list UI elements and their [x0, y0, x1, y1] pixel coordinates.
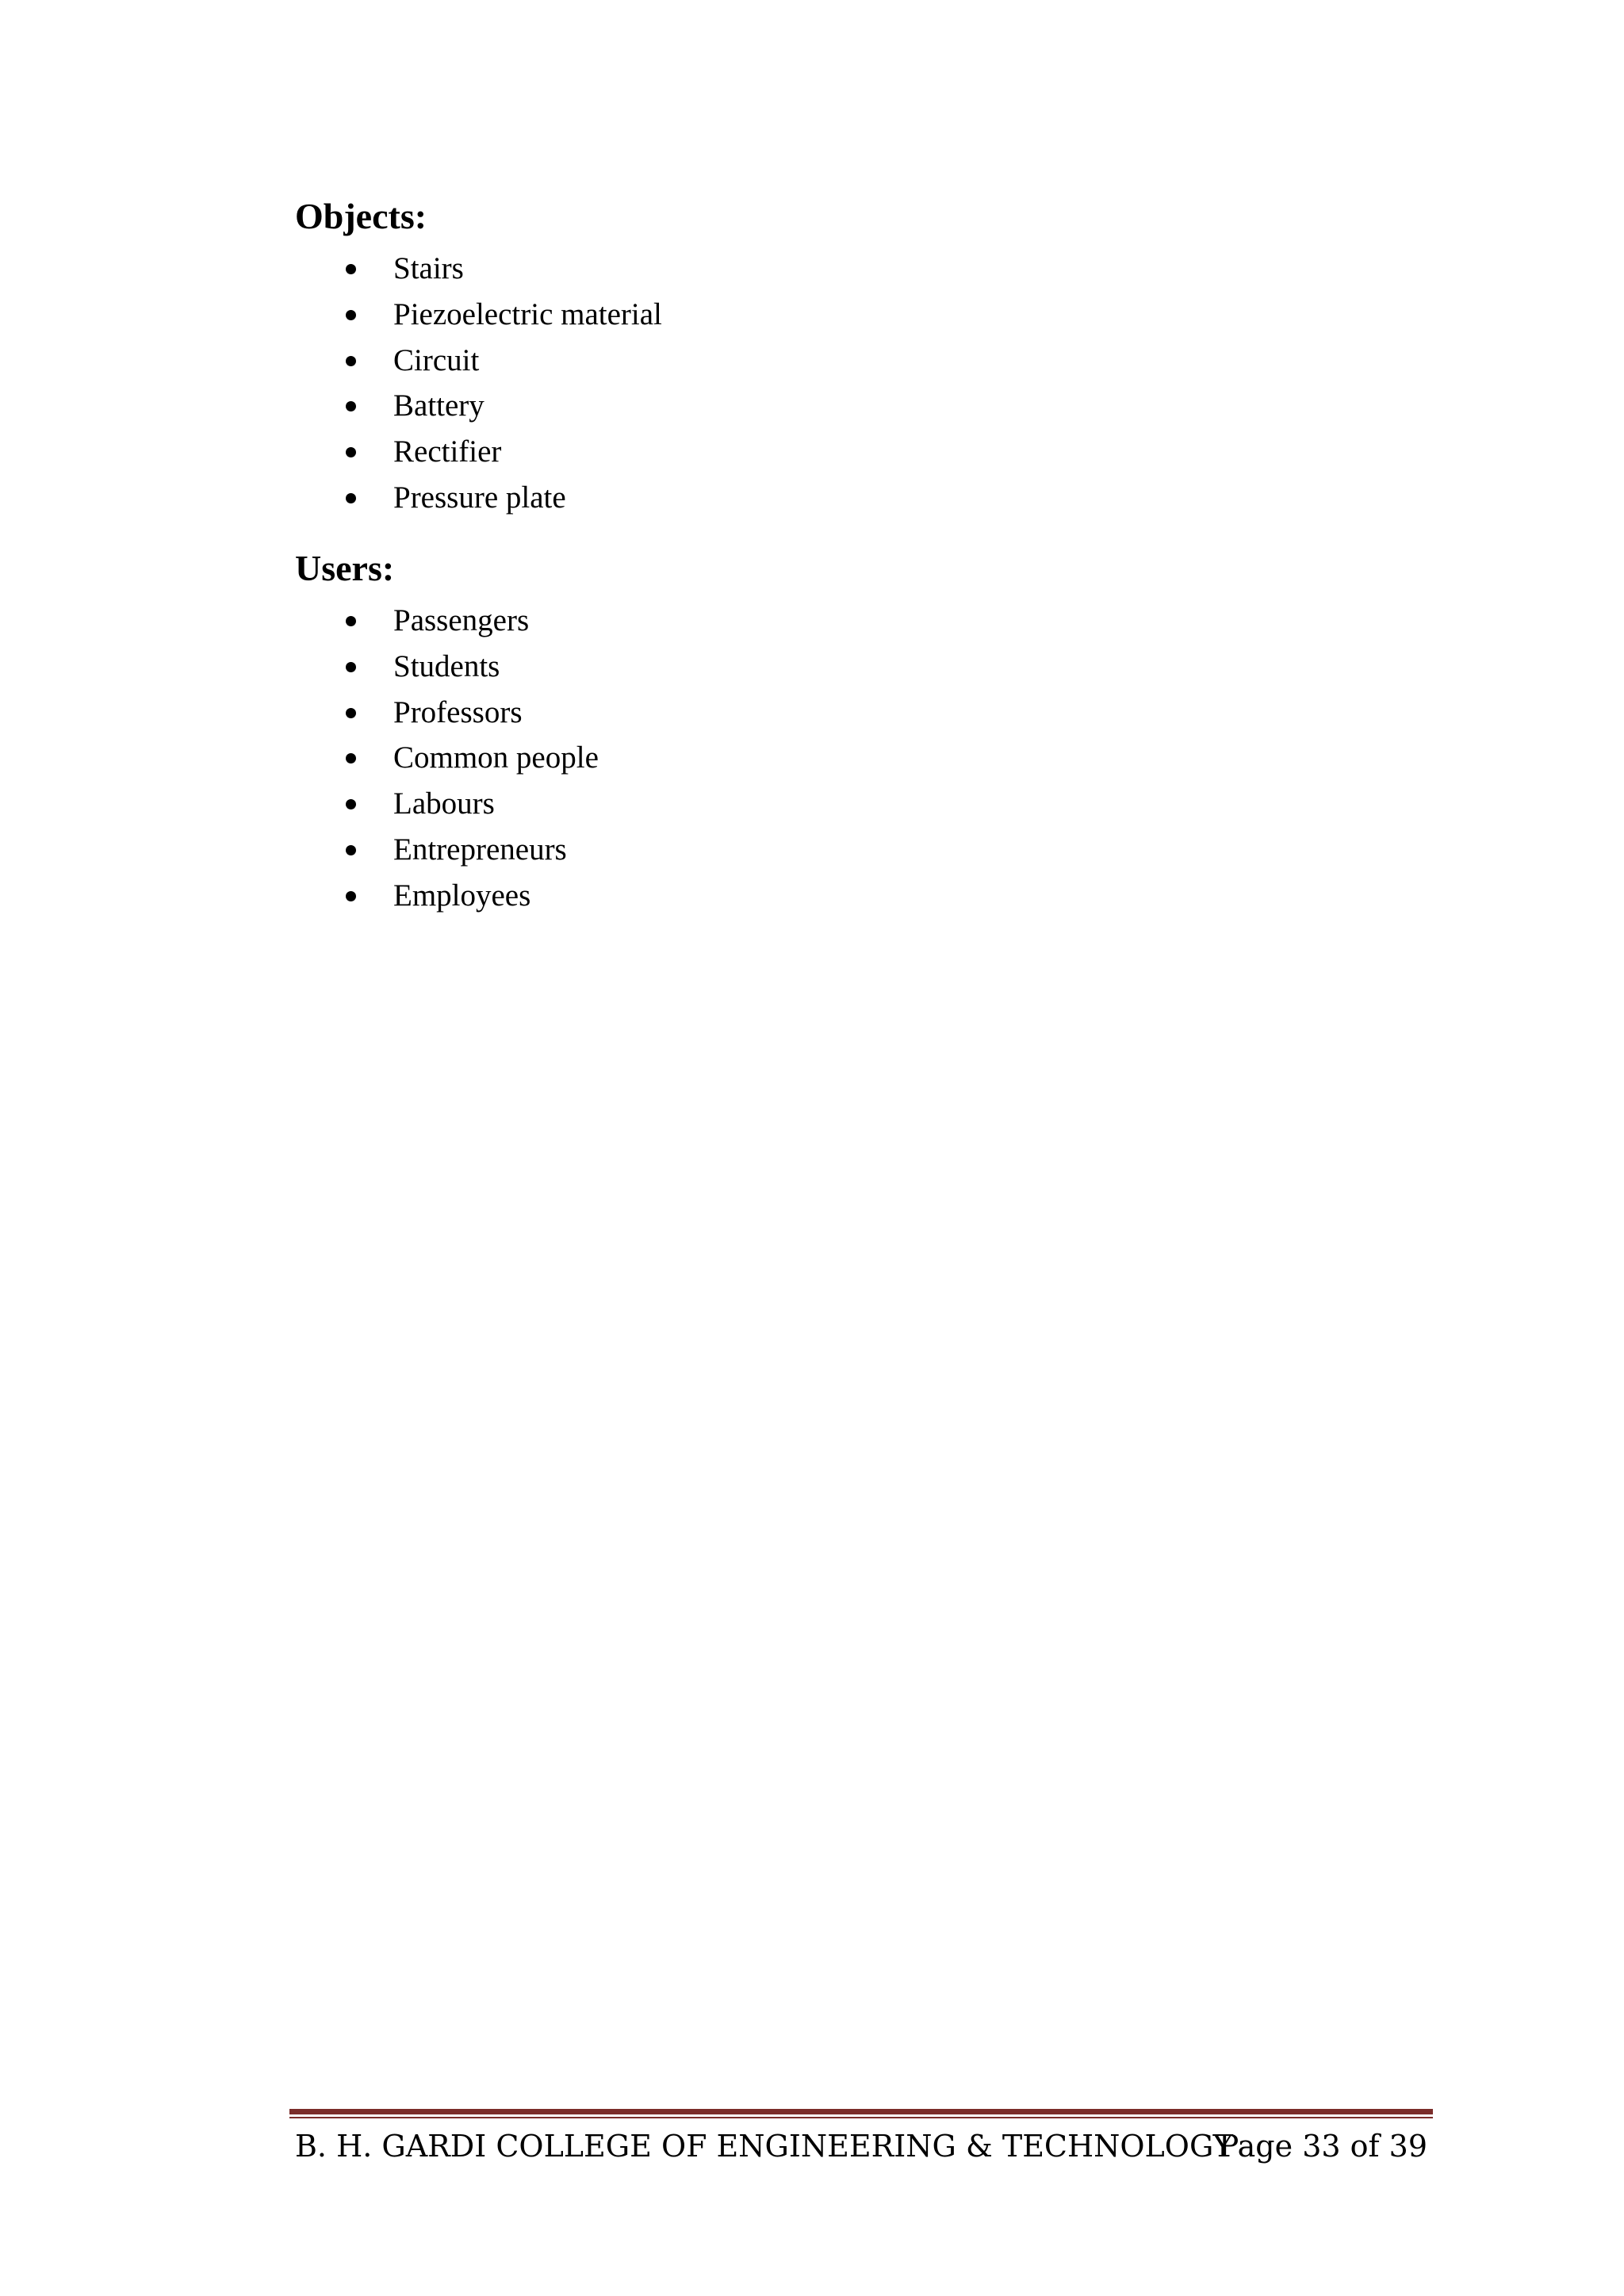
- objects-section: [295, 198, 662, 521]
- list-item-text: Professors: [393, 695, 523, 729]
- list-item-text: Labours: [393, 786, 495, 821]
- list-item-text: Battery: [393, 388, 485, 423]
- list-item: [295, 873, 599, 919]
- bullet-icon: [346, 799, 356, 809]
- list-item-text: Pressure plate: [393, 480, 566, 515]
- bullet-icon: [346, 662, 356, 672]
- users-section: [295, 550, 599, 919]
- bullet-icon: [346, 708, 356, 718]
- list-item: [295, 827, 599, 873]
- objects-heading: Objects:: [295, 196, 427, 236]
- list-item-text: Circuit: [393, 342, 480, 377]
- list-item: [295, 338, 662, 384]
- list-item-text: Stairs: [393, 251, 464, 285]
- list-item-text: Employees: [393, 878, 531, 913]
- bullet-icon: [346, 401, 356, 411]
- list-item: [295, 781, 599, 827]
- objects-list: [295, 246, 662, 521]
- users-list: [295, 598, 599, 919]
- bullet-icon: [346, 753, 356, 763]
- list-item: [295, 598, 599, 644]
- list-item-text: Common people: [393, 740, 599, 775]
- list-item: [295, 475, 662, 521]
- list-item: [295, 690, 599, 736]
- list-item: [295, 383, 662, 429]
- bullet-icon: [346, 891, 356, 901]
- footer-divider-thin: [289, 2117, 1433, 2118]
- bullet-icon: [346, 356, 356, 366]
- footer-college-name: B. H. GARDI COLLEGE OF ENGINEERING & TECHNOLOGY: [295, 2129, 1233, 2164]
- bullet-icon: [346, 447, 356, 457]
- bullet-icon: [346, 616, 356, 626]
- page-number: Page 33 of 39: [1218, 2129, 1427, 2164]
- list-item-text: Passengers: [393, 603, 530, 637]
- bullet-icon: [346, 310, 356, 320]
- list-item: [295, 644, 599, 690]
- users-heading: Users:: [295, 548, 395, 588]
- list-item-text: Students: [393, 649, 500, 683]
- list-item-text: Rectifier: [393, 434, 502, 469]
- footer-divider: [289, 2109, 1433, 2114]
- list-item-text: Piezoelectric material: [393, 297, 662, 331]
- list-item: [295, 429, 662, 475]
- list-item-text: Entrepreneurs: [393, 832, 567, 867]
- list-item: [295, 735, 599, 781]
- bullet-icon: [346, 264, 356, 274]
- list-item: [295, 246, 662, 292]
- bullet-icon: [346, 845, 356, 855]
- bullet-icon: [346, 493, 356, 503]
- list-item: [295, 292, 662, 338]
